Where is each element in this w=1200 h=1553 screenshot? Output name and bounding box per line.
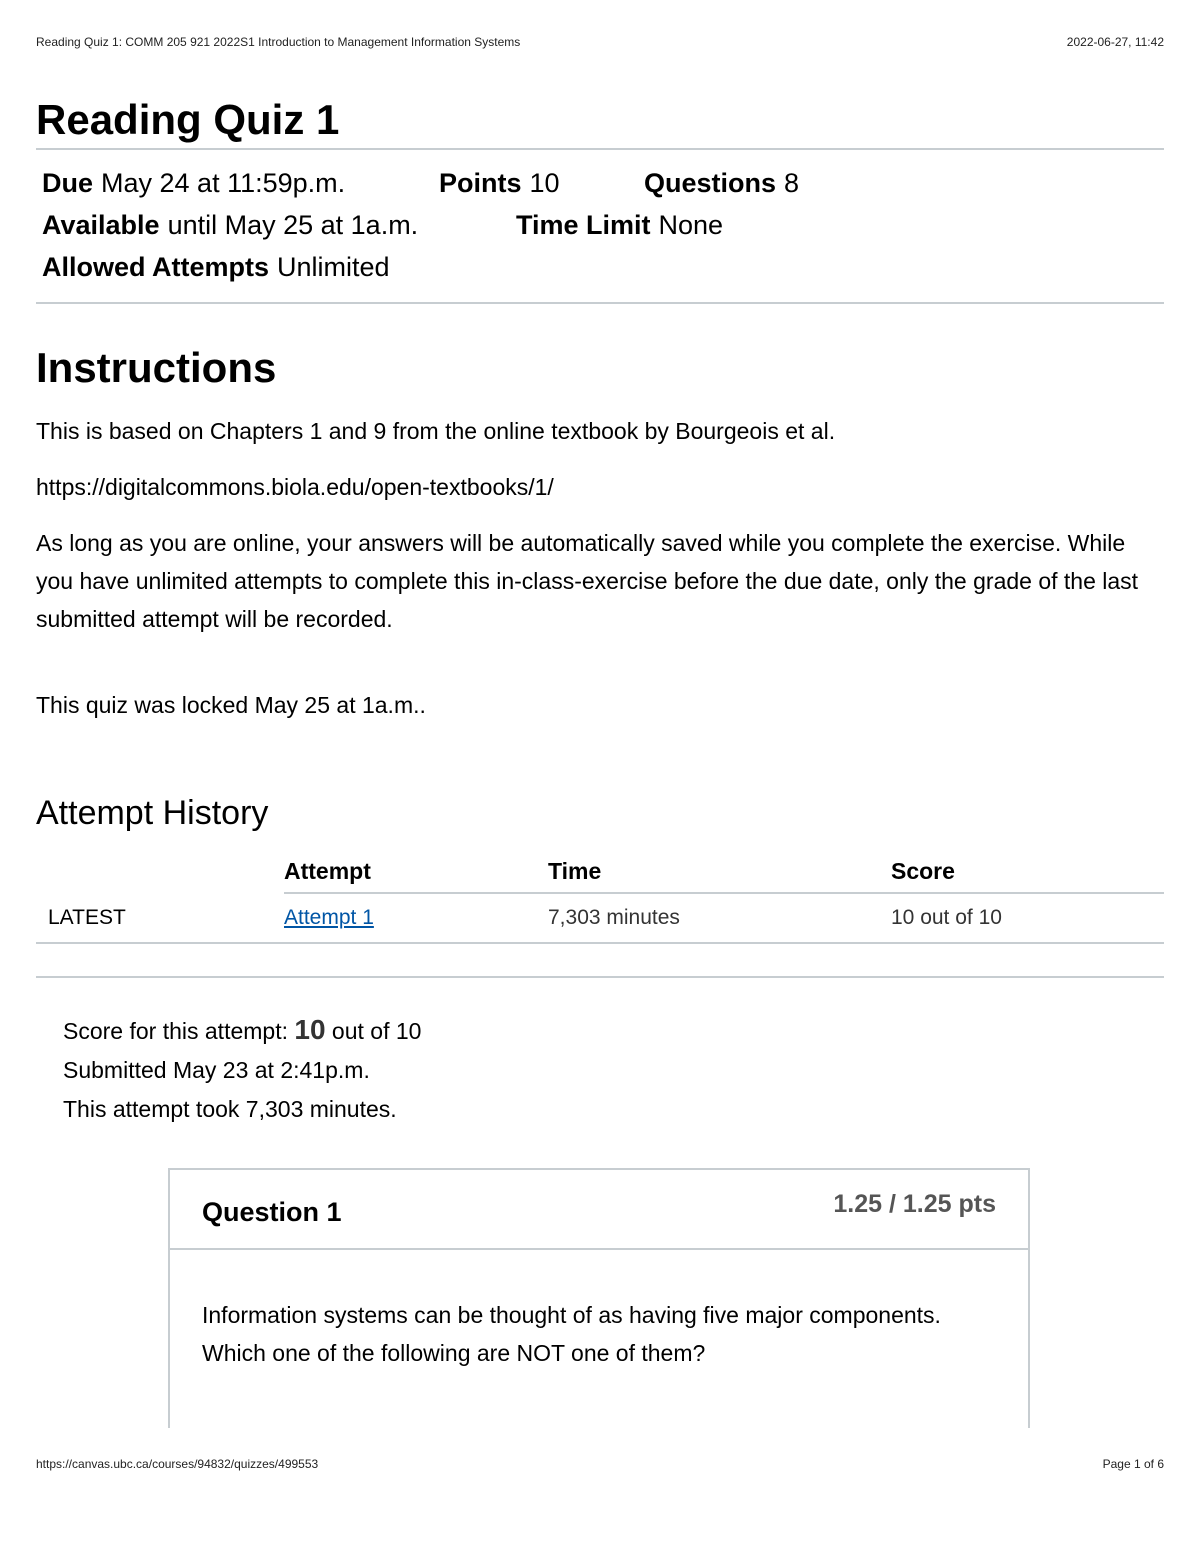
attempt-cell [284,893,548,943]
details-row-3 [42,246,1158,288]
table-header-row [36,850,1164,893]
attempt-history-table [36,850,1164,944]
page-title: Reading Quiz 1 [36,96,340,143]
details-row-1 [42,162,1158,204]
score-cell: 10 out of 10 [891,893,1164,943]
instructions-heading: Instructions [36,344,277,391]
attempt-1-link[interactable]: Attempt 1 [284,906,374,929]
column-header-attempt: Attempt [284,850,548,893]
question-1-card [168,1168,1030,1428]
table-row [36,893,1164,943]
attempt-score-line [63,1010,1164,1051]
available-item [42,204,516,246]
instructions-text-1: This is based on Chapters 1 and 9 from the online textbook by Bourgeois et al. [36,418,836,444]
attempt-history-heading: Attempt History [36,794,269,832]
question-title: Question 1 [202,1197,342,1227]
time-limit-item [516,204,723,246]
divider [36,976,1164,978]
column-header-score: Score [891,850,1164,893]
allowed-attempts-label: Allowed Attempts [42,252,270,282]
points-label: Points [439,168,522,198]
time-cell: 7,303 minutes [548,893,891,943]
questions-value: 8 [784,168,800,198]
divider [36,302,1164,304]
question-text: Information systems can be thought of as having five major components. Which one of the following are NOT one of them? [202,1302,941,1366]
latest-label: LATEST [36,893,284,943]
column-header-blank [36,850,284,893]
page-content [36,92,1164,1129]
score-prefix: Score for this attempt: [63,1018,295,1044]
time-limit-value: None [658,210,724,240]
due-label: Due [42,168,94,198]
print-header-title: Reading Quiz 1: COMM 205 921 2022S1 Introduction to Management Information Systems [36,35,521,49]
available-label: Available [42,210,160,240]
due-value: May 24 at 11:59p.m. [101,168,346,198]
print-footer [36,1457,1164,1471]
points-value: 10 [529,168,560,198]
points-item [439,162,644,204]
duration-line: This attempt took 7,303 minutes. [63,1096,397,1122]
print-header-timestamp: 2022-06-27, 11:42 [1066,35,1164,49]
locked-notice: This quiz was locked May 25 at 1a.m.. [36,692,426,718]
allowed-attempts-value: Unlimited [277,252,390,282]
textbook-link: https://digitalcommons.biola.edu/open-textbooks/1/ [36,474,554,500]
questions-label: Questions [644,168,777,198]
score-suffix: out of 10 [325,1018,422,1044]
submitted-line: Submitted May 23 at 2:41p.m. [63,1057,370,1083]
available-value: until May 25 at 1a.m. [167,210,419,240]
question-points: 1.25 / 1.25 pts [833,1190,996,1218]
question-header [170,1170,1028,1250]
print-footer-page: Page 1 of 6 [1102,1457,1164,1471]
quiz-details [36,150,1164,302]
allowed-attempts-item [42,246,390,288]
details-row-2 [42,204,1158,246]
due-item [42,162,439,204]
attempt-summary [63,1010,1164,1129]
print-footer-url: https://canvas.ubc.ca/courses/94832/quizzes/499553 [36,1457,319,1471]
questions-item [644,162,799,204]
instructions-text-2: As long as you are online, your answers will be automatically saved while you complete the exercise. While you have unlimited attempts to complete this in-class-exercise before the due date, only the grade of the last submitted attempt will be recorded. [36,530,1139,632]
time-limit-label: Time Limit [516,210,651,240]
column-header-time: Time [548,850,891,893]
score-value: 10 [294,1014,326,1045]
print-header [36,35,1164,49]
